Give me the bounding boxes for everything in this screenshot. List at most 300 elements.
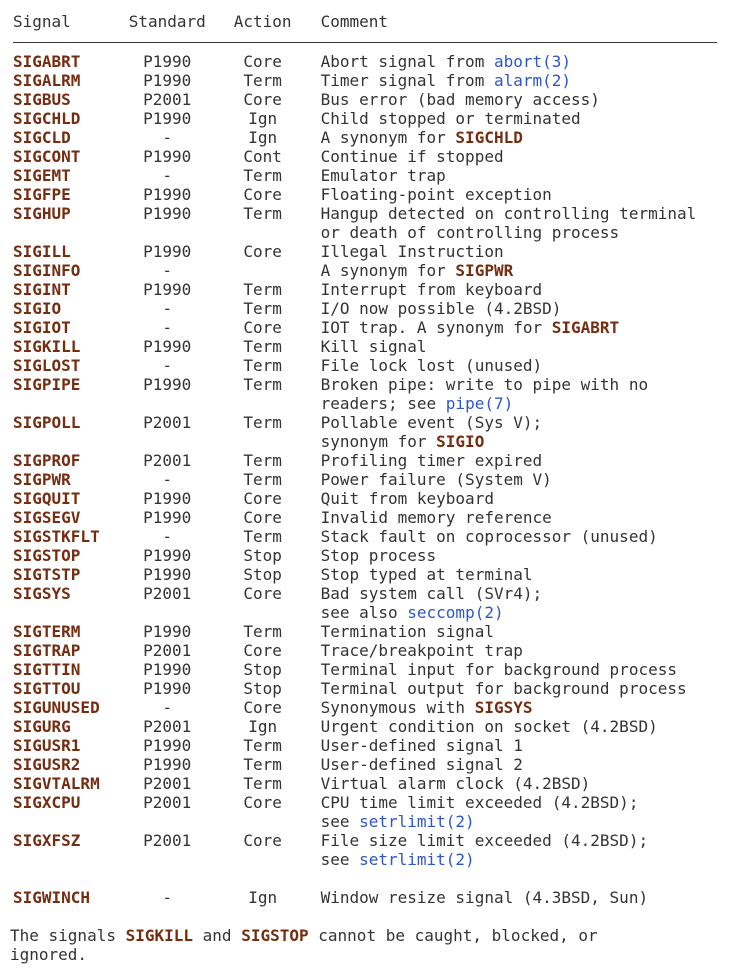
standard-value: P2001: [143, 451, 192, 470]
text-line: [321, 888, 717, 907]
standard-value: P2001: [143, 584, 192, 603]
comment-text: Quit from keyboard: [320, 489, 494, 508]
table-row: [13, 584, 717, 622]
action-value: Term: [243, 736, 282, 755]
comment-cell: [321, 546, 717, 565]
text-line: [321, 717, 717, 736]
column-header-comment: Comment: [321, 12, 717, 43]
comment-cell: [321, 774, 717, 793]
table-row: [13, 489, 717, 508]
text-line: [321, 831, 717, 850]
comment-cell: [321, 337, 717, 356]
signal-name: SIGSYS: [13, 584, 71, 603]
comment-text: see: [320, 812, 360, 831]
action-value: Term: [243, 204, 282, 223]
signal-name: SIGTSTP: [13, 565, 81, 584]
signal-name: SIGCHLD: [13, 109, 81, 128]
text-line: [321, 508, 717, 527]
table-row: [13, 128, 717, 147]
comment-cell: [321, 90, 717, 109]
standard-value: P1990: [143, 71, 192, 90]
table-row: [13, 356, 717, 375]
table-row: [13, 185, 717, 204]
comment-text: A synonym for: [320, 261, 456, 280]
signal-name: SIGCONT: [13, 147, 81, 166]
comment-text: The signals: [10, 926, 126, 945]
text-line: [321, 166, 717, 185]
man-page-link[interactable]: abort(3): [493, 52, 572, 71]
text-line: [321, 413, 717, 432]
man-page-link[interactable]: setrlimit(2): [359, 812, 475, 831]
text-line: [321, 565, 717, 584]
action-value: Core: [243, 318, 282, 337]
signal-name: SIGSEGV: [13, 508, 81, 527]
table-row: [13, 280, 717, 299]
signal-name: SIGHUP: [13, 204, 71, 223]
comment-cell: [321, 185, 717, 204]
action-value: Term: [243, 356, 282, 375]
comment-text: IOT trap. A synonym for: [320, 318, 552, 337]
text-line: [321, 812, 717, 831]
table-row: [13, 565, 717, 584]
standard-value: P1990: [143, 546, 192, 565]
comment-cell: [321, 584, 717, 622]
signal-ref: SIGABRT: [551, 318, 620, 337]
table-row: [13, 166, 717, 185]
signal-name: SIGXFSZ: [13, 831, 81, 850]
comment-text: Pollable event (Sys V);: [320, 413, 543, 432]
comment-text: Hangup detected on controlling terminal: [320, 204, 697, 223]
comment-cell: [321, 147, 717, 166]
signal-name: SIGPOLL: [13, 413, 81, 432]
signal-name: SIGWINCH: [13, 888, 91, 907]
action-value: Core: [243, 90, 282, 109]
comment-text: Stack fault on coprocessor (unused): [320, 527, 658, 546]
signals-table: [13, 12, 717, 907]
comment-cell: [321, 641, 717, 660]
table-row: [13, 774, 717, 793]
column-header-action: Action: [234, 12, 321, 43]
standard-value: P1990: [143, 375, 192, 394]
signal-name: SIGTRAP: [13, 641, 81, 660]
comment-text: and: [193, 926, 242, 945]
standard-value: -: [162, 318, 173, 337]
signal-name: SIGFPE: [13, 185, 71, 204]
text-line: [321, 622, 717, 641]
table-row: [13, 755, 717, 774]
action-value: Term: [243, 451, 282, 470]
signal-name: SIGPROF: [13, 451, 81, 470]
text-line: [321, 147, 717, 166]
standard-value: P1990: [143, 622, 192, 641]
standard-value: P1990: [143, 280, 192, 299]
signal-name: SIGABRT: [13, 52, 81, 71]
standard-value: P1990: [143, 565, 192, 584]
action-value: Core: [243, 584, 282, 603]
standard-value: -: [162, 166, 173, 185]
action-value: Term: [243, 375, 282, 394]
comment-text: Interrupt from keyboard: [320, 280, 543, 299]
table-row: [13, 717, 717, 736]
comment-text: I/O now possible (4.2BSD): [320, 299, 562, 318]
table-row: [13, 242, 717, 261]
comment-text: Urgent condition on socket (4.2BSD): [320, 717, 658, 736]
comment-cell: [321, 242, 717, 261]
table-row: [13, 660, 717, 679]
standard-value: P1990: [143, 52, 192, 71]
man-page-link[interactable]: pipe(7): [445, 394, 514, 413]
comment-text: Invalid memory reference: [320, 508, 552, 527]
action-value: Ign: [248, 888, 278, 907]
standard-value: P1990: [143, 489, 192, 508]
text-line: [321, 755, 717, 774]
text-line: [321, 660, 717, 679]
text-line: [321, 527, 717, 546]
text-line: [321, 223, 717, 242]
comment-cell: [321, 280, 717, 299]
standard-value: P1990: [143, 755, 192, 774]
action-value: Core: [243, 185, 282, 204]
action-value: Term: [243, 166, 282, 185]
text-line: [321, 736, 717, 755]
signal-name: SIGURG: [13, 717, 71, 736]
comment-text: Illegal Instruction: [320, 242, 504, 261]
action-value: Term: [243, 337, 282, 356]
table-row: [13, 299, 717, 318]
signal-ref: SIGCHLD: [455, 128, 523, 147]
signal-name: SIGIOT: [13, 318, 71, 337]
comment-text: Stop typed at terminal: [320, 565, 533, 584]
signal-ref: SIGIO: [436, 432, 485, 451]
standard-value: P1990: [143, 736, 192, 755]
comment-text: Child stopped or terminated: [320, 109, 581, 128]
comment-text: Virtual alarm clock (4.2BSD): [320, 774, 591, 793]
comment-cell: [321, 109, 717, 128]
standard-value: P2001: [143, 717, 192, 736]
standard-value: -: [162, 888, 173, 907]
comment-cell: [321, 869, 717, 907]
text-line: [321, 280, 717, 299]
comment-cell: [321, 660, 717, 679]
comment-cell: [321, 793, 717, 831]
table-row: [13, 43, 717, 72]
action-value: [234, 261, 321, 280]
comment-cell: [321, 261, 717, 280]
standard-value: -: [162, 261, 173, 280]
comment-cell: [321, 736, 717, 755]
comment-text: Power failure (System V): [320, 470, 552, 489]
text-line: [321, 52, 717, 71]
table-row: [13, 109, 717, 128]
comment-cell: [321, 375, 717, 413]
standard-value: P1990: [143, 204, 192, 223]
comment-text: User-defined signal 1: [320, 736, 523, 755]
comment-text: User-defined signal 2: [320, 755, 523, 774]
text-line: [321, 698, 717, 717]
action-value: Core: [243, 831, 282, 850]
action-value: Stop: [243, 546, 282, 565]
comment-text: Termination signal: [320, 622, 494, 641]
standard-value: -: [162, 470, 173, 489]
standard-value: P1990: [143, 147, 192, 166]
text-line: [321, 356, 717, 375]
standard-value: -: [162, 299, 173, 318]
table-row: [13, 261, 717, 280]
signal-ref: SIGPWR: [455, 261, 514, 280]
action-value: Ign: [248, 109, 278, 128]
standard-value: P1990: [143, 242, 192, 261]
standard-value: P2001: [143, 413, 192, 432]
table-row: [13, 527, 717, 546]
action-value: Cont: [243, 147, 282, 166]
standard-value: -: [162, 698, 173, 717]
text-line: [10, 945, 731, 964]
standard-value: -: [162, 356, 173, 375]
standard-value: P1990: [143, 679, 192, 698]
table-head: [13, 12, 717, 43]
text-line: [321, 128, 717, 147]
comment-text: Terminal input for background process: [320, 660, 677, 679]
standard-value: P1990: [143, 660, 192, 679]
comment-text: Synonymous with: [320, 698, 475, 717]
text-line: [321, 261, 717, 280]
signal-name: SIGPIPE: [13, 375, 81, 394]
signal-name: SIGTTOU: [13, 679, 81, 698]
comment-text: Kill signal: [320, 337, 427, 356]
table-row: [13, 679, 717, 698]
signal-name: SIGKILL: [13, 337, 81, 356]
footnote: [10, 926, 731, 964]
text-line: [321, 793, 717, 812]
comment-text: Terminal output for background process: [320, 679, 687, 698]
signal-name: SIGTTIN: [13, 660, 81, 679]
comment-cell: [321, 299, 717, 318]
column-header-signal: Signal: [13, 12, 129, 43]
action-value: Core: [243, 508, 282, 527]
text-line: [321, 318, 717, 337]
comment-cell: [321, 413, 717, 451]
table-row: [13, 470, 717, 489]
action-value: Term: [243, 299, 282, 318]
comment-text: see also: [320, 603, 408, 622]
signal-name: SIGUNUSED: [13, 698, 100, 717]
action-value: Core: [243, 793, 282, 812]
table-row: [13, 641, 717, 660]
table-row: [13, 413, 717, 451]
comment-text: Continue if stopped: [320, 147, 504, 166]
action-value: Ign: [248, 717, 278, 736]
signal-name: SIGALRM: [13, 71, 81, 90]
standard-value: P1990: [143, 109, 192, 128]
signal-name: SIGUSR1: [13, 736, 81, 755]
text-line: [321, 603, 717, 622]
comment-text: Trace/breakpoint trap: [320, 641, 523, 660]
signal-name: SIGCLD: [13, 128, 71, 147]
table-row: [13, 508, 717, 527]
action-value: Term: [243, 622, 282, 641]
comment-text: Bus error (bad memory access): [320, 90, 600, 109]
comment-text: A synonym for: [320, 128, 456, 147]
signal-ref: SIGSTOP: [241, 926, 309, 945]
comment-cell: [321, 755, 717, 774]
action-value: Stop: [243, 565, 282, 584]
comment-text: Abort signal from: [320, 52, 494, 71]
comment-cell: [321, 128, 717, 147]
action-value: Term: [243, 755, 282, 774]
text-line: [321, 109, 717, 128]
comment-cell: [321, 831, 717, 869]
text-line: [321, 451, 717, 470]
comment-text: CPU time limit exceeded (4.2BSD);: [320, 793, 639, 812]
action-value: Term: [243, 470, 282, 489]
text-line: [321, 470, 717, 489]
text-line: [321, 204, 717, 223]
action-value: Term: [243, 774, 282, 793]
comment-cell: [321, 717, 717, 736]
comment-text: Window resize signal (4.3BSD, Sun): [320, 888, 649, 907]
comment-text: cannot be caught, blocked, or: [308, 926, 598, 945]
standard-value: P1990: [143, 185, 192, 204]
standard-value: P2001: [143, 831, 192, 850]
comment-text: Timer signal from: [320, 71, 494, 90]
comment-text: see: [320, 850, 360, 869]
signal-name: SIGIO: [13, 299, 62, 318]
text-line: [321, 432, 717, 451]
signal-name: SIGQUIT: [13, 489, 81, 508]
table-row: [13, 147, 717, 166]
text-line: [10, 926, 731, 945]
comment-cell: [321, 71, 717, 90]
action-value: Term: [243, 71, 282, 90]
text-line: [321, 337, 717, 356]
man-page-content: [10, 12, 731, 964]
standard-value: P2001: [143, 90, 192, 109]
standard-value: P2001: [143, 793, 192, 812]
table-row: [13, 71, 717, 90]
table-header-row: [13, 12, 717, 43]
text-line: [321, 185, 717, 204]
table-body: [13, 43, 717, 908]
comment-cell: [321, 166, 717, 185]
man-page-link[interactable]: setrlimit(2): [359, 850, 475, 869]
signal-name: SIGEMT: [13, 166, 71, 185]
action-value: Term: [243, 413, 282, 432]
table-row: [13, 337, 717, 356]
comment-text: Broken pipe: write to pipe with no: [320, 375, 649, 394]
comment-cell: [321, 698, 717, 717]
action-value: Core: [243, 698, 282, 717]
signal-name: SIGINT: [13, 280, 71, 299]
standard-value: P1990: [143, 337, 192, 356]
signal-name: SIGVTALRM: [13, 774, 100, 793]
comment-text: Bad system call (SVr4);: [320, 584, 543, 603]
signal-name: SIGILL: [13, 242, 71, 261]
signal-ref: SIGSYS: [474, 698, 533, 717]
table-row: [13, 318, 717, 337]
comment-cell: [321, 508, 717, 527]
action-value: Stop: [243, 660, 282, 679]
comment-cell: [321, 43, 717, 72]
signal-name: SIGUSR2: [13, 755, 81, 774]
man-page-link[interactable]: seccomp(2): [407, 603, 504, 622]
comment-text: File lock lost (unused): [320, 356, 543, 375]
signal-name: SIGINFO: [13, 261, 81, 280]
signal-ref: SIGKILL: [125, 926, 194, 945]
table-row: [13, 869, 717, 907]
table-row: [13, 451, 717, 470]
action-value: Ign: [248, 128, 278, 147]
text-line: [321, 299, 717, 318]
table-row: [13, 831, 717, 869]
signal-name: SIGSTKFLT: [13, 527, 100, 546]
signal-name: SIGXCPU: [13, 793, 81, 812]
text-line: [321, 489, 717, 508]
comment-text: Profiling timer expired: [320, 451, 543, 470]
action-value: Term: [243, 527, 282, 546]
comment-text: File size limit exceeded (4.2BSD);: [320, 831, 649, 850]
comment-text: Floating-point exception: [320, 185, 552, 204]
signal-name: SIGPWR: [13, 470, 71, 489]
comment-cell: [321, 451, 717, 470]
comment-cell: [321, 565, 717, 584]
action-value: Core: [243, 489, 282, 508]
comment-text: synonym for: [320, 432, 437, 451]
action-value: Stop: [243, 679, 282, 698]
signal-name: SIGTERM: [13, 622, 81, 641]
text-line: [321, 375, 717, 394]
action-value: Core: [243, 242, 282, 261]
text-line: [321, 71, 717, 90]
comment-cell: [321, 527, 717, 546]
text-line: [321, 641, 717, 660]
table-row: [13, 546, 717, 565]
comment-cell: [321, 318, 717, 337]
action-value: Core: [243, 641, 282, 660]
table-row: [13, 204, 717, 242]
table-row: [13, 793, 717, 831]
man-page-link[interactable]: alarm(2): [493, 71, 572, 90]
standard-value: -: [162, 128, 173, 147]
signal-name: SIGSTOP: [13, 546, 81, 565]
text-line: [321, 679, 717, 698]
standard-value: -: [162, 527, 173, 546]
signal-name: SIGBUS: [13, 90, 71, 109]
action-value: Core: [243, 52, 282, 71]
table-row: [13, 736, 717, 755]
table-row: [13, 622, 717, 641]
column-header-standard: Standard: [129, 12, 234, 43]
text-line: [321, 584, 717, 603]
comment-cell: [321, 470, 717, 489]
comment-text: Stop process: [320, 546, 437, 565]
comment-cell: [321, 204, 717, 242]
signal-name: SIGLOST: [13, 356, 81, 375]
text-line: [321, 850, 717, 869]
standard-value: P2001: [143, 774, 192, 793]
text-line: [321, 774, 717, 793]
comment-cell: [321, 622, 717, 641]
text-line: [321, 546, 717, 565]
standard-value: P1990: [143, 508, 192, 527]
text-line: [321, 394, 717, 413]
text-line: [321, 242, 717, 261]
comment-cell: [321, 356, 717, 375]
action-value: Term: [243, 280, 282, 299]
comment-cell: [321, 489, 717, 508]
comment-text: readers; see: [320, 394, 446, 413]
table-row: [13, 375, 717, 413]
table-row: [13, 698, 717, 717]
